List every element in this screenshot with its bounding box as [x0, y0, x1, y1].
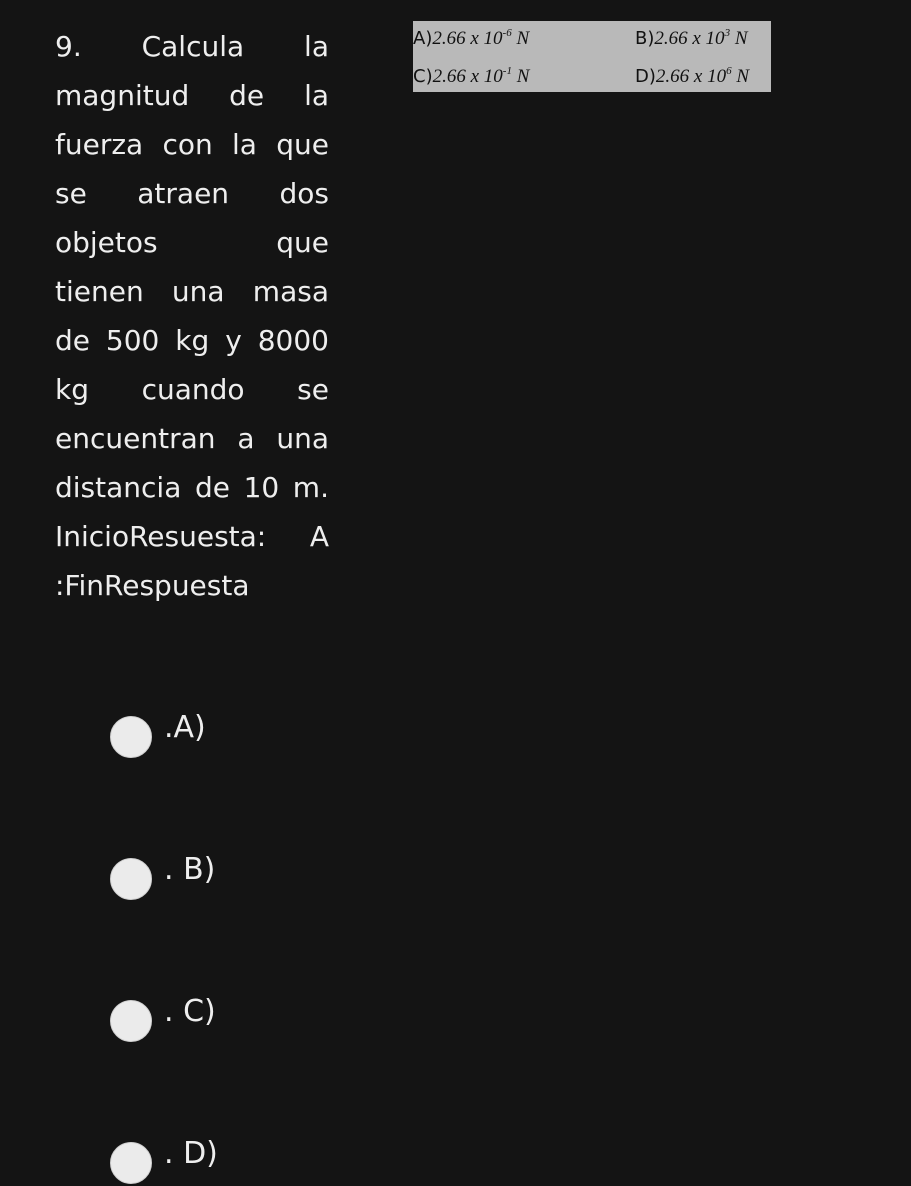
question-line: objetos que: [55, 226, 329, 259]
option-b-mantissa: 2.66 x 10: [654, 28, 725, 49]
option-a-exponent: -6: [502, 27, 512, 39]
question-line: InicioResuesta: A: [55, 520, 329, 553]
option-a-unit: N: [516, 28, 530, 49]
option-c-letter: C): [413, 66, 433, 87]
choice-a[interactable]: [110, 709, 206, 760]
option-c-text: [413, 65, 529, 88]
question-line: encuentran a una: [55, 422, 329, 455]
option-d-unit: N: [736, 66, 750, 87]
question-line: tienen una masa: [55, 275, 329, 308]
question-line: fuerza con la que: [55, 128, 329, 161]
question-line: :FinRespuesta: [55, 569, 250, 602]
question-line: distancia de 10 m.: [55, 471, 329, 504]
question-text: [55, 22, 329, 610]
option-c-mantissa: 2.66 x 10: [432, 66, 503, 87]
option-a-mantissa: 2.66 x 10: [432, 28, 503, 49]
option-b-exponent: 3: [724, 27, 731, 39]
choice-c[interactable]: [110, 993, 216, 1044]
question-line: 9. Calcula la: [55, 30, 329, 63]
answer-options-image: [413, 21, 771, 92]
question-line: kg cuando se: [55, 373, 329, 406]
radio-button-b[interactable]: [110, 858, 152, 900]
option-d-text: [635, 65, 749, 88]
option-d-exponent: 6: [726, 65, 732, 77]
choice-a-label: .A): [164, 709, 206, 745]
choice-b-label: . B): [164, 851, 216, 887]
option-c-exponent: -1: [502, 65, 512, 77]
option-a-letter: A): [413, 28, 433, 49]
radio-button-a[interactable]: [110, 716, 152, 758]
option-c-unit: N: [516, 66, 530, 87]
choice-d-label: . D): [164, 1135, 218, 1171]
question-line: de 500 kg y 8000: [55, 324, 329, 357]
radio-button-d[interactable]: [110, 1142, 152, 1184]
question-line: magnitud de la: [55, 79, 329, 112]
question-line: se atraen dos: [55, 177, 329, 210]
option-d-letter: D): [635, 66, 656, 87]
option-b-letter: B): [635, 28, 655, 49]
choice-d[interactable]: [110, 1135, 218, 1186]
option-d-mantissa: 2.66 x 10: [655, 66, 727, 87]
choice-c-label: . C): [164, 993, 216, 1029]
radio-button-c[interactable]: [110, 1000, 152, 1042]
option-a-text: [413, 27, 529, 50]
option-b-unit: N: [734, 28, 748, 49]
option-b-text: [635, 27, 748, 50]
choice-b[interactable]: [110, 851, 216, 902]
